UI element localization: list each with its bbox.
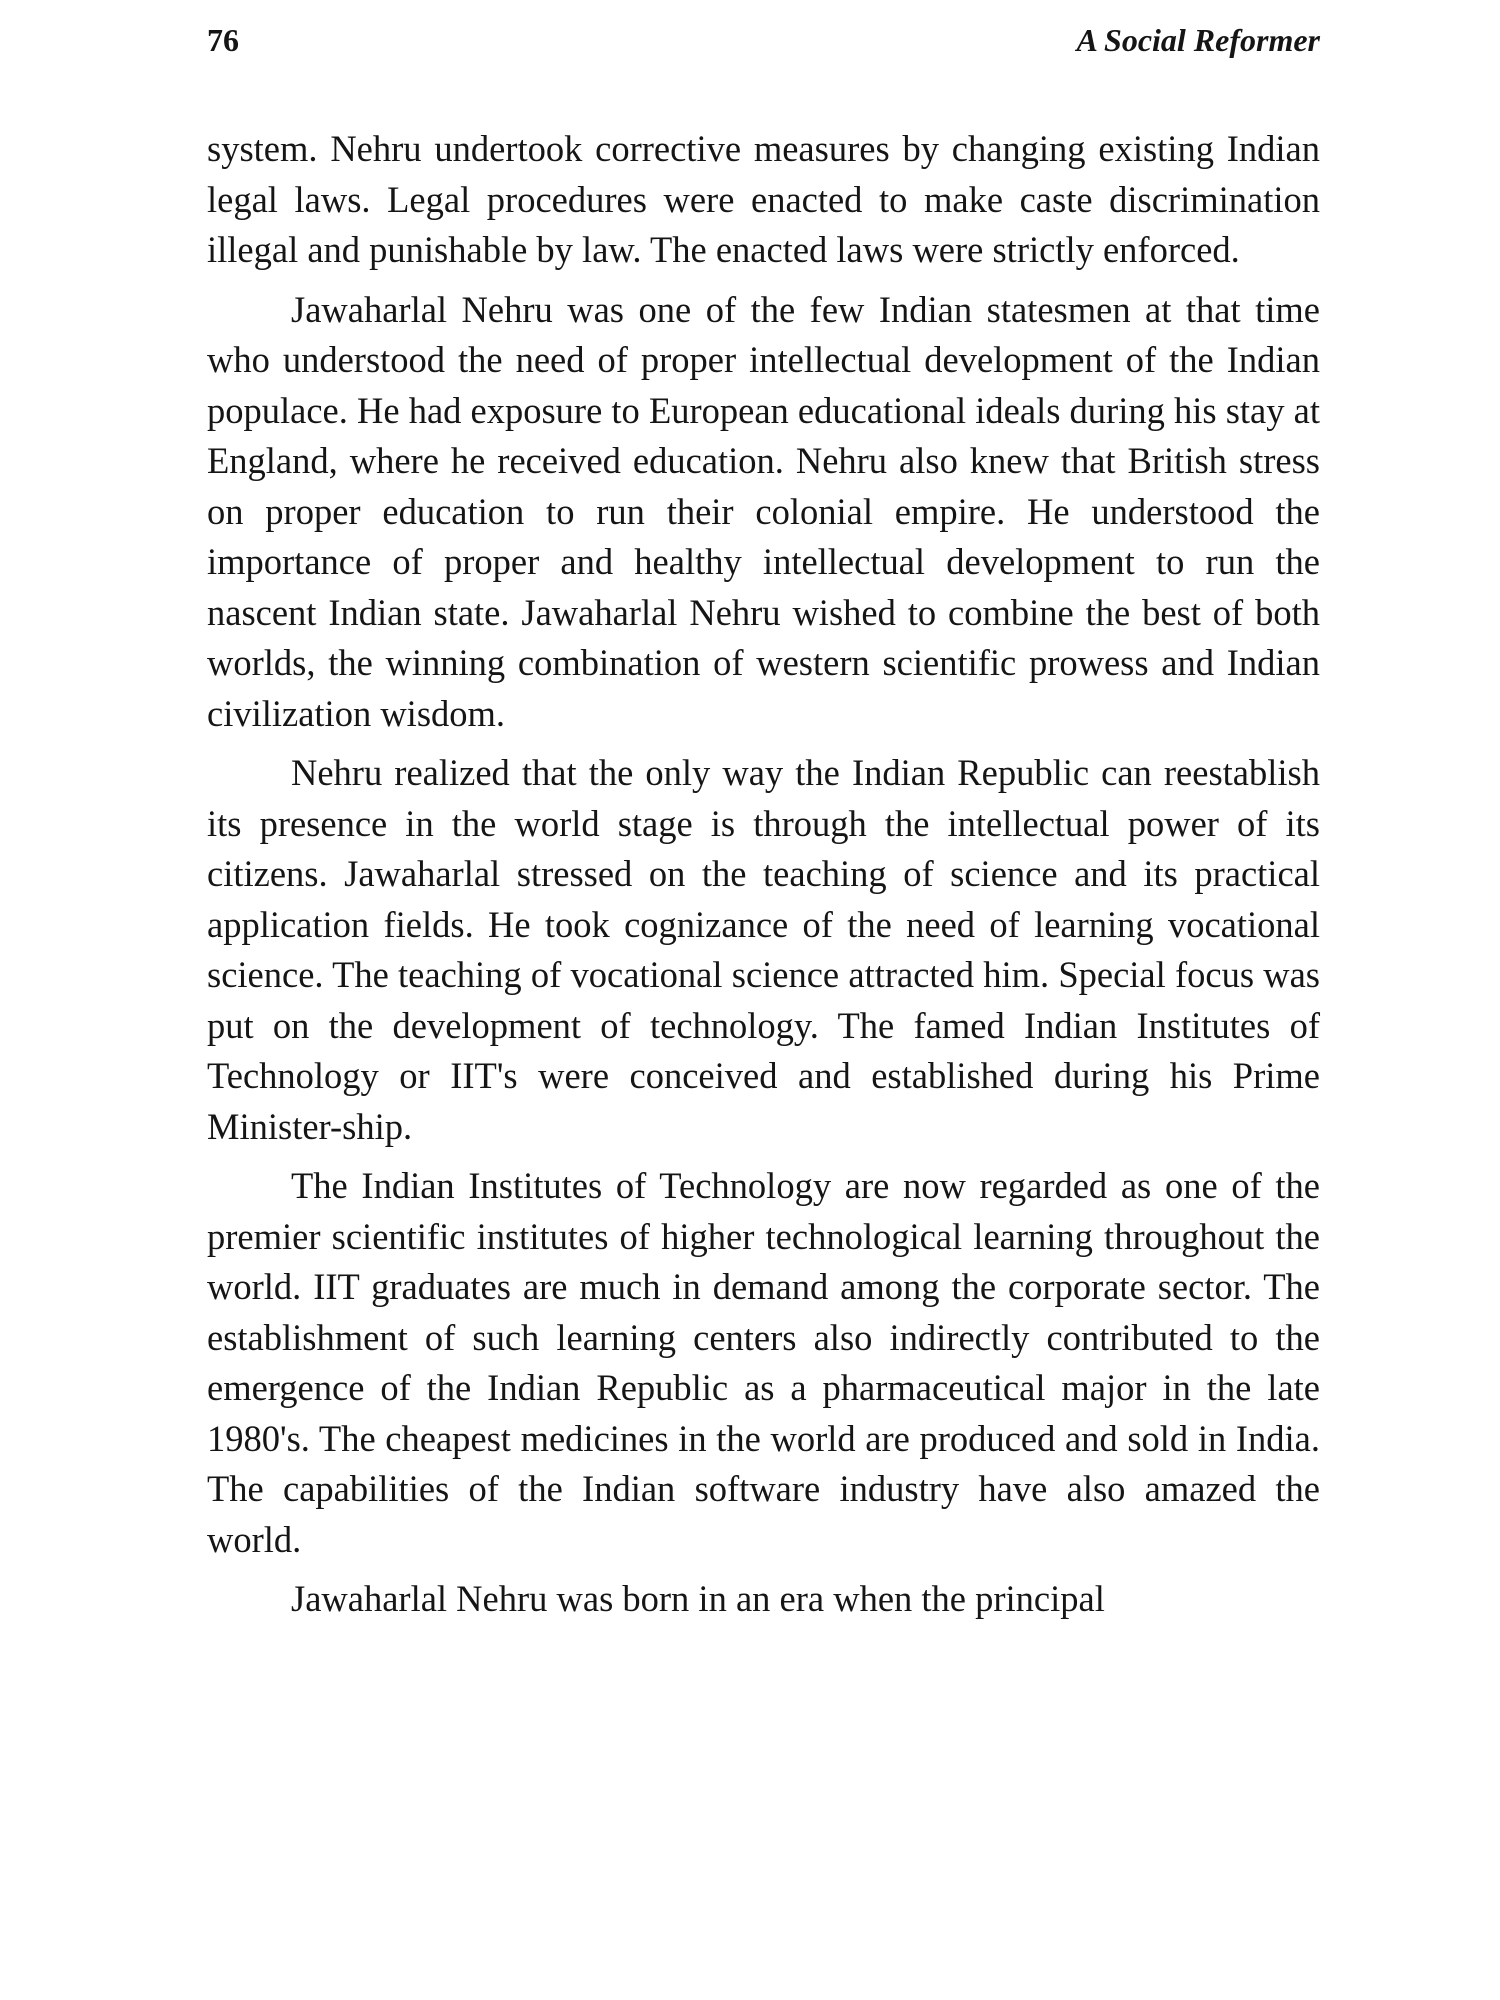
body-text [207, 124, 1320, 1634]
paragraph-1: system. Nehru undertook corrective measures by changing existing Indian legal laws. Legal procedures were enacted to make caste discrimination illegal and punishable by law. The enacted laws were strictly enforced. [207, 128, 1320, 270]
paragraph-5: Jawaharlal Nehru was born in an era when the principal [291, 1578, 1105, 1619]
paragraph-2: Jawaharlal Nehru was one of the few Indian statesmen at that time who understood the need of proper intellectual development of the Indian populace. He had exposure to European educational ideals during his stay at England, where he received education. Nehru also knew that British stress on proper education to run their colonial empire. He understood the importance of proper and healthy intellectual development to run the nascent Indian state. Jawaharlal Nehru wished to combine the best of both worlds, the winning combination of western scientific prowess and Indian civilization wisdom. [207, 288, 1320, 734]
page-number: 76 [207, 22, 239, 58]
paragraph-3: Nehru realized that the only way the Indian Republic can reestablish its presence in the world stage is through the intellectual power of its citizens. Jawaharlal stressed on the teaching of science and its practical application fields. He took cognizance of the need of learning vocational science. The teaching of vocational science attracted him. Special focus was put on the development of technology. The famed Indian Institutes of Technology or IIT's were conceived and established during his Prime Minister-ship. [207, 752, 1320, 1147]
running-title: A Social Reformer [1076, 22, 1320, 58]
paragraph-4: The Indian Institutes of Technology are now regarded as one of the premier scientific institutes of higher technological learning throughout the world. IIT graduates are much in demand among the corporate sector. The establishment of such learning centers also indirectly contributed to the emergence of the Indian Republic as a pharmaceutical major in the late 1980's. The cheapest medicines in the world are produced and sold in India. The capabilities of the Indian software industry have also amazed the world. [207, 1165, 1320, 1560]
running-head [207, 22, 1320, 72]
